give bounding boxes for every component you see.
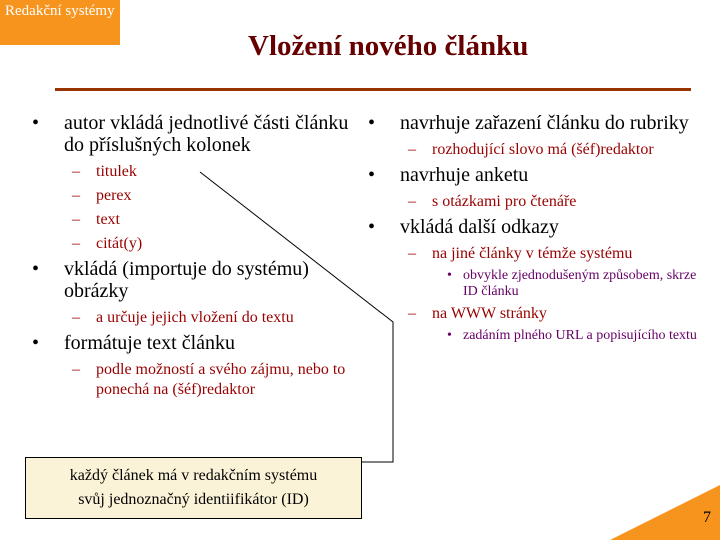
bullet-text: vkládá (importuje do systému) obrázky	[64, 258, 309, 302]
bullet-marker: –	[72, 187, 80, 204]
bullet-text: formátuje text článku	[64, 332, 236, 354]
bullet-marker: –	[408, 141, 416, 158]
id-callout-line-2: svůj jednoznačný identiifikátor (ID)	[78, 491, 309, 508]
bullet-text: navrhuje zařazení článku do rubriky	[400, 112, 689, 134]
bullet-marker: •	[368, 164, 376, 186]
bullet-marker: –	[408, 305, 416, 322]
bullet-text: na WWW stránky	[432, 305, 547, 322]
bullet-marker: •	[32, 112, 40, 134]
bullet-marker: •	[447, 268, 452, 283]
bullet-text: obvykle zjednodušeným způsobem, skrze ID článku	[463, 268, 697, 299]
bullet-text: na jiné články v témže systému	[432, 245, 633, 262]
bullet-text: zadáním plného URL a popisujícího textu	[463, 328, 697, 343]
corner-section-tag-text: Redakční systémy	[5, 3, 115, 19]
bullet-text: titulek	[96, 163, 137, 180]
bullet-marker: –	[72, 163, 80, 180]
bullet-text: a určuje jejich vložení do textu	[96, 309, 294, 326]
bullet-marker: •	[447, 328, 452, 343]
bullet-marker: –	[72, 309, 80, 326]
bullet-marker: •	[368, 216, 376, 238]
page-number: 7	[703, 509, 711, 526]
bullet-marker: –	[408, 245, 416, 262]
bullet-marker: •	[368, 112, 376, 134]
bullet-marker: –	[408, 193, 416, 210]
id-callout-line-1: každý článek má v redakčním systému	[69, 467, 318, 484]
bullet-text: citát(y)	[96, 235, 143, 252]
bullet-text: text	[96, 211, 120, 228]
bullet-text: navrhuje anketu	[400, 164, 529, 186]
bullet-marker: –	[72, 235, 80, 252]
bullet-text: s otázkami pro čtenáře	[432, 193, 577, 210]
bullet-text: autor vkládá jednotlivé části článku do příslušných kolonek	[64, 112, 349, 156]
bullet-marker: –	[72, 211, 80, 228]
bullet-marker: •	[32, 332, 40, 354]
bullet-text: perex	[96, 187, 132, 204]
bullet-marker: –	[72, 361, 80, 378]
bullet-marker: •	[32, 258, 40, 280]
bullet-text: rozhodující slovo má (šéf)redaktor	[432, 141, 654, 158]
bullet-text: vkládá další odkazy	[400, 216, 559, 238]
slide-title: Vložení nového článku	[248, 30, 529, 62]
bullet-text: podle možností a svého zájmu, nebo to ponechá na (šéf)redaktor	[96, 361, 346, 398]
